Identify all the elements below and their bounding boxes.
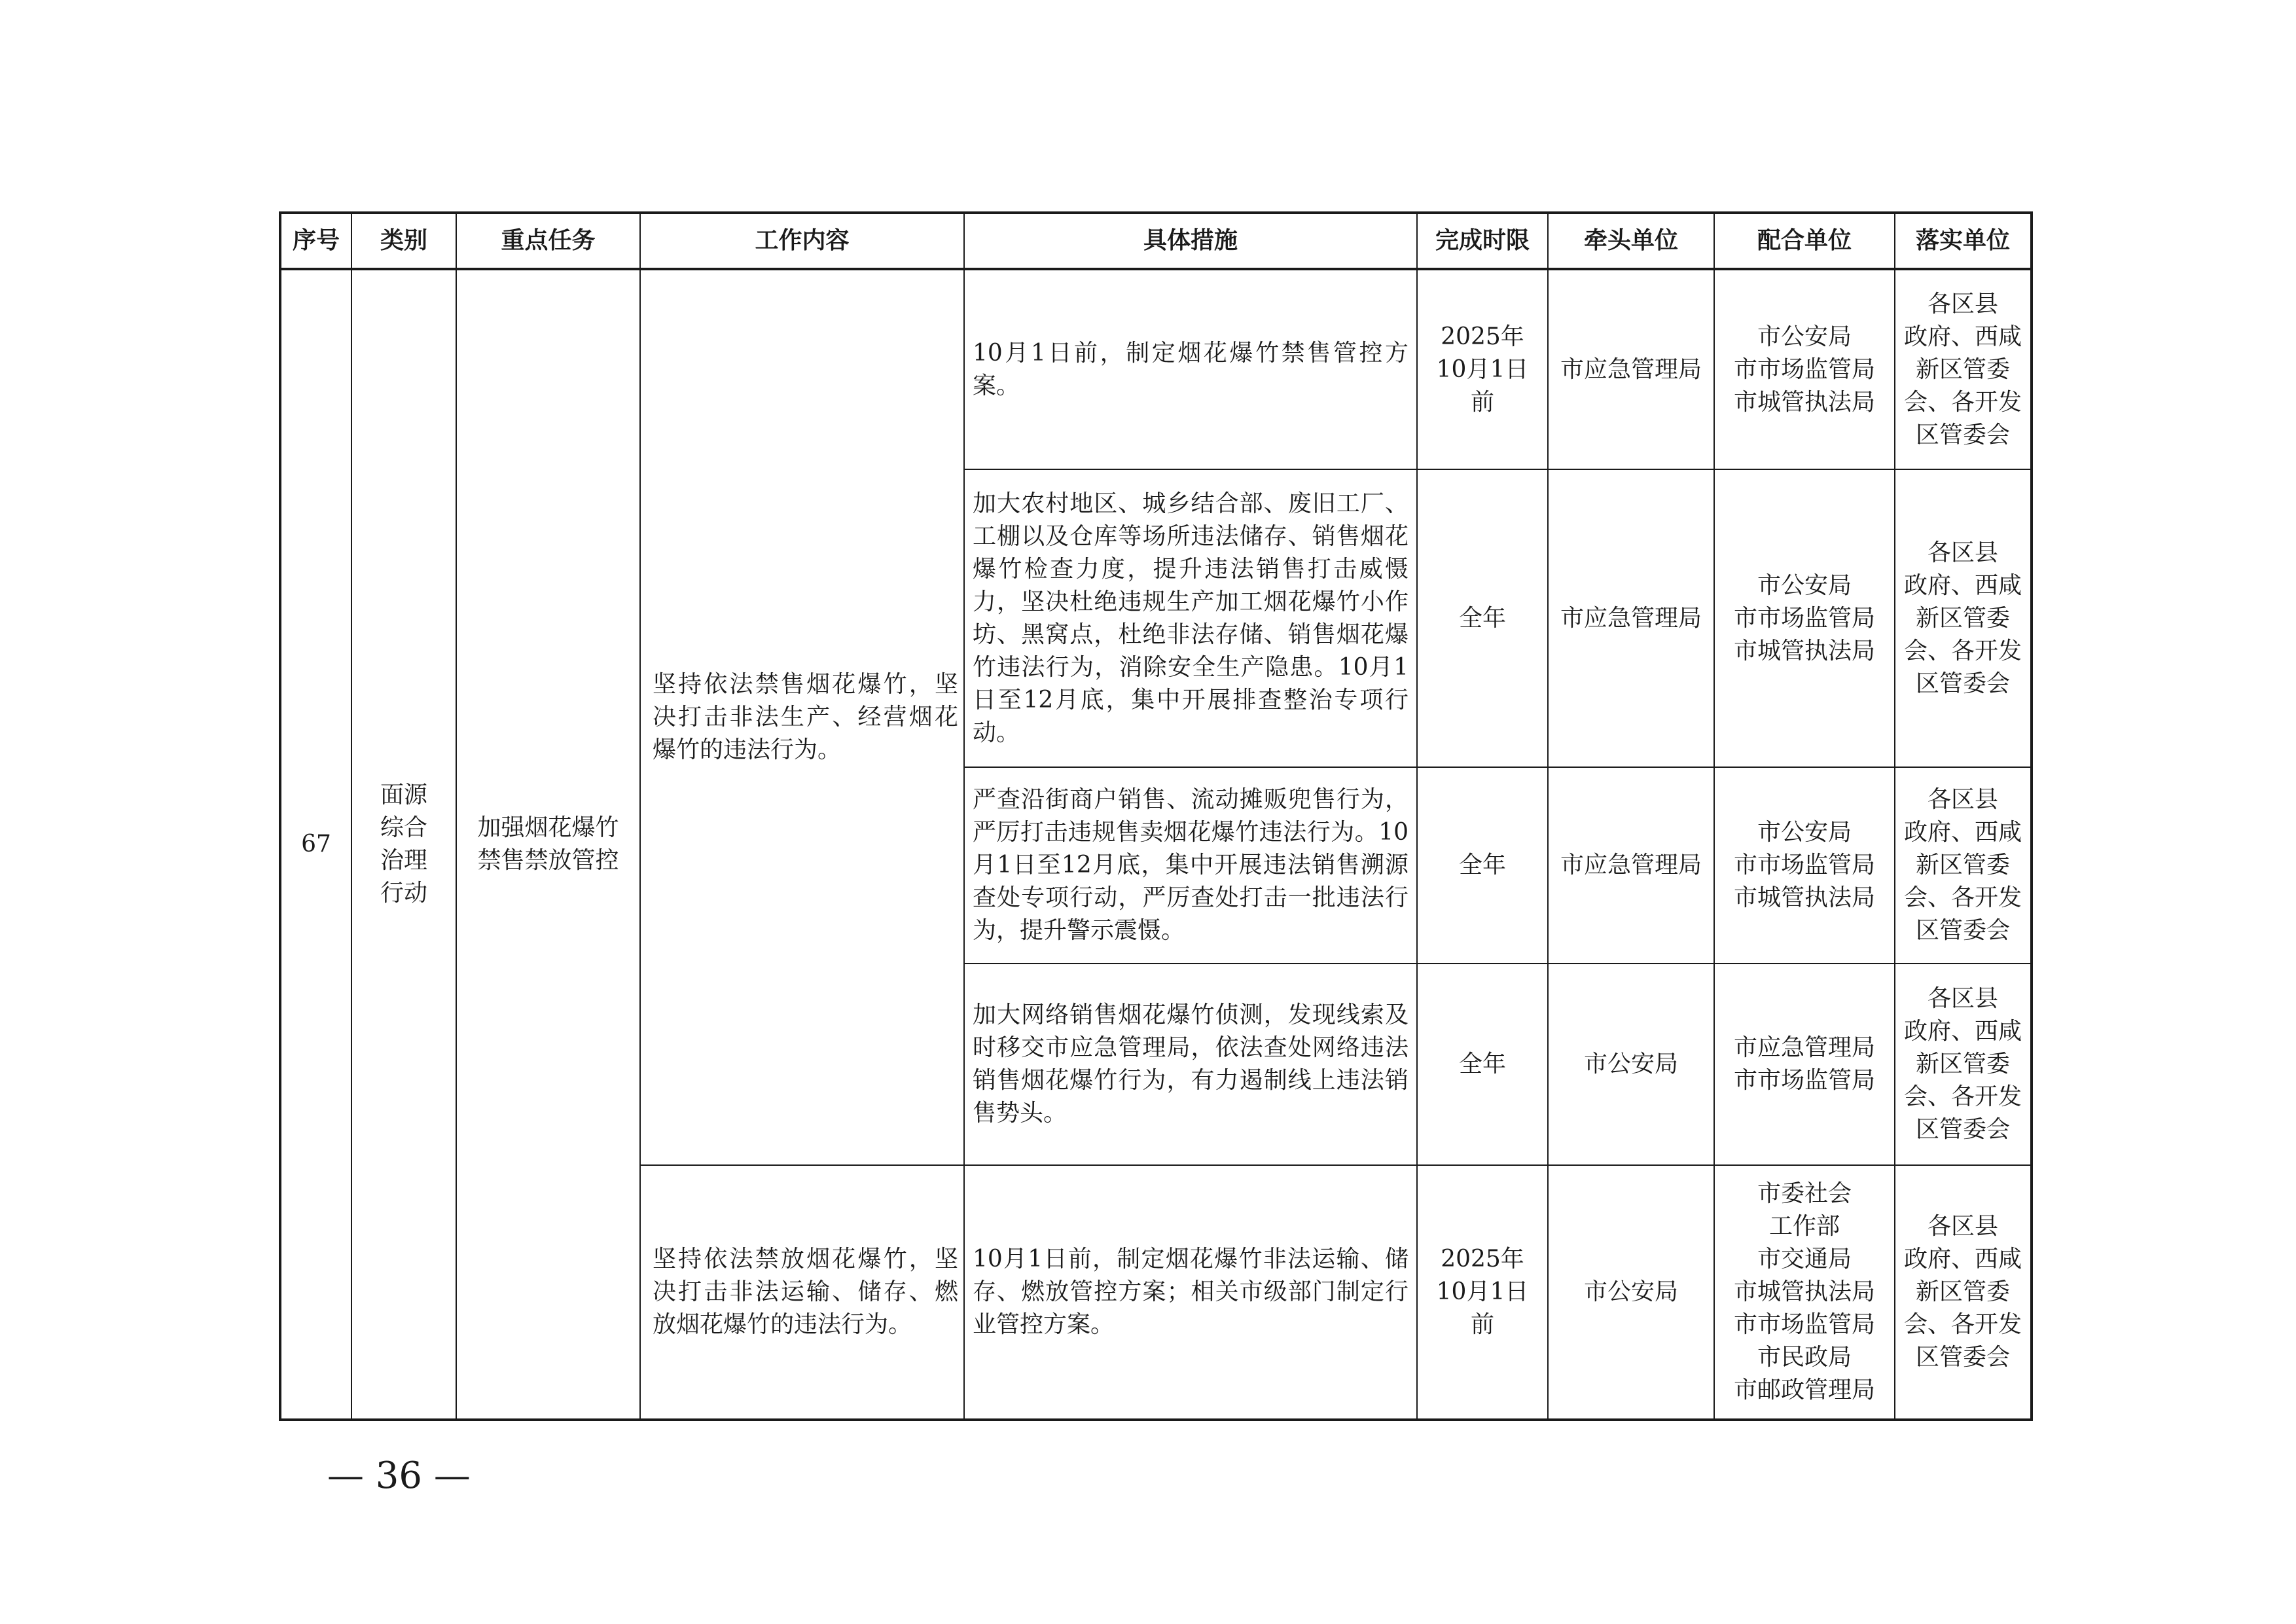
implementing-units-cell: [1895, 1165, 2032, 1420]
partner-unit: 市市场监管局: [1733, 355, 1875, 383]
partner-units-cell: [1714, 1165, 1895, 1420]
deadline-cell: [1417, 767, 1548, 964]
impl-line: 新区管委: [1915, 1051, 2010, 1077]
impl-line: 新区管委: [1915, 852, 2010, 878]
header-deadline: 完成时限: [1417, 213, 1548, 269]
partner-unit: 市民政局: [1757, 1344, 1852, 1371]
impl-line: 新区管委: [1915, 1278, 2010, 1305]
partner-unit: 市市场监管局: [1733, 1311, 1875, 1338]
impl-line: 会、各开发: [1903, 637, 2022, 664]
impl-line: 区管委会: [1915, 421, 2010, 448]
work-content-cell: 坚持依法禁放烟花爆竹，坚决打击非法运输、储存、燃放烟花爆竹的违法行为。: [640, 1165, 964, 1420]
partner-unit: 市城管执法局: [1733, 1278, 1875, 1305]
deadline-line: 2025年: [1441, 323, 1524, 350]
impl-line: 区管委会: [1915, 670, 2010, 697]
partner-unit: 市交通局: [1757, 1246, 1852, 1272]
implementing-units-cell: [1895, 269, 2032, 469]
impl-line: 政府、西咸: [1903, 819, 2022, 846]
category-cell: 面源综合治理行动: [351, 269, 456, 1420]
deadline-line: 10月1日: [1436, 355, 1529, 383]
impl-line: 各区县: [1927, 539, 1998, 566]
impl-line: 会、各开发: [1903, 884, 2022, 911]
header-number: 序号: [280, 213, 351, 269]
partner-unit: 市市场监管局: [1733, 852, 1875, 878]
header-lead-unit: 牵头单位: [1548, 213, 1714, 269]
impl-line: 政府、西咸: [1903, 323, 2022, 350]
impl-line: 区管委会: [1915, 917, 2010, 944]
partner-units-cell: [1714, 767, 1895, 964]
partner-unit: 市公安局: [1757, 819, 1852, 846]
partner-unit: 市委社会: [1757, 1180, 1852, 1207]
header-work-content: 工作内容: [640, 213, 964, 269]
header-partner-units: 配合单位: [1714, 213, 1895, 269]
impl-line: 区管委会: [1915, 1344, 2010, 1371]
lead-unit-cell: 市公安局: [1548, 964, 1714, 1165]
deadline-line: 前: [1470, 1311, 1494, 1338]
lead-unit-cell: 市应急管理局: [1548, 269, 1714, 469]
table-header-row: [280, 213, 2032, 269]
implementing-units-cell: [1895, 469, 2032, 767]
deadline-line: 10月1日: [1436, 1278, 1529, 1305]
impl-line: 政府、西咸: [1903, 1246, 2022, 1272]
lead-unit-cell: 市应急管理局: [1548, 767, 1714, 964]
partner-unit: 市城管执法局: [1733, 637, 1875, 664]
partner-unit: 市公安局: [1757, 323, 1852, 350]
header-measures: 具体措施: [964, 213, 1417, 269]
partner-unit: 市公安局: [1757, 571, 1852, 599]
impl-line: 各区县: [1927, 1213, 1998, 1240]
measures-table: [279, 211, 2033, 1421]
deadline-cell: [1417, 469, 1548, 767]
deadline-cell: [1417, 964, 1548, 1165]
partner-unit: 市市场监管局: [1733, 604, 1875, 632]
partner-unit: 市市场监管局: [1733, 1067, 1875, 1094]
partner-unit: 市应急管理局: [1733, 1034, 1875, 1061]
measure-cell: 10月1日前，制定烟花爆竹禁售管控方案。: [964, 269, 1417, 469]
measure-cell: 严查沿街商户销售、流动摊贩兜售行为，严厉打击违规售卖烟花爆竹违法行为。10月1日至12月底，集中开展违法销售溯源查处专项行动，严厉查处打击一批违法行为，提升警示震慑。: [964, 767, 1417, 964]
partner-units-cell: [1714, 964, 1895, 1165]
header-category: 类别: [351, 213, 456, 269]
impl-line: 各区县: [1927, 290, 1998, 317]
measure-cell: 加大网络销售烟花爆竹侦测，发现线索及时移交市应急管理局，依法查处网络违法销售烟花爆竹行为，有力遏制线上违法销售势头。: [964, 964, 1417, 1165]
deadline-cell: [1417, 1165, 1548, 1420]
partner-units-cell: [1714, 269, 1895, 469]
page-number: — 36 —: [327, 1454, 471, 1497]
impl-line: 政府、西咸: [1903, 1018, 2022, 1045]
deadline-line: 全年: [1458, 852, 1506, 878]
impl-line: 新区管委: [1915, 604, 2010, 632]
implementing-units-cell: [1895, 767, 2032, 964]
partner-unit: 工作部: [1768, 1213, 1840, 1240]
deadline-line: 前: [1470, 388, 1494, 416]
partner-units-cell: [1714, 469, 1895, 767]
impl-line: 新区管委: [1915, 355, 2010, 383]
table-row: [280, 269, 2032, 469]
deadline-line: 全年: [1458, 1051, 1506, 1077]
impl-line: 会、各开发: [1903, 1311, 2022, 1338]
deadline-line: 全年: [1458, 604, 1506, 632]
deadline-cell: [1417, 269, 1548, 469]
row-number-cell: 67: [280, 269, 351, 1420]
header-implementing-units: 落实单位: [1895, 213, 2032, 269]
partner-unit: 市城管执法局: [1733, 388, 1875, 416]
work-content-cell: 坚持依法禁售烟花爆竹，坚决打击非法生产、经营烟花爆竹的违法行为。: [640, 269, 964, 1165]
partner-unit: 市邮政管理局: [1733, 1377, 1875, 1403]
impl-line: 会、各开发: [1903, 388, 2022, 416]
impl-line: 政府、西咸: [1903, 571, 2022, 599]
implementing-units-cell: [1895, 964, 2032, 1165]
deadline-line: 2025年: [1441, 1246, 1524, 1272]
impl-line: 会、各开发: [1903, 1083, 2022, 1110]
impl-line: 各区县: [1927, 786, 1998, 813]
impl-line: 各区县: [1927, 985, 1998, 1012]
lead-unit-cell: 市公安局: [1548, 1165, 1714, 1420]
partner-unit: 市城管执法局: [1733, 884, 1875, 911]
header-key-task: 重点任务: [456, 213, 640, 269]
measure-cell: 加大农村地区、城乡结合部、废旧工厂、工棚以及仓库等场所违法储存、销售烟花爆竹检查力度，提升违法销售打击威慑力，坚决杜绝违规生产加工烟花爆竹小作坊、黑窝点，杜绝非法存储、销售烟花爆竹违法行为，消除安全生产隐患。10月1日至12月底，集中开展排查整治专项行动。: [964, 469, 1417, 767]
lead-unit-cell: 市应急管理局: [1548, 469, 1714, 767]
key-task-cell: 加强烟花爆竹禁售禁放管控: [456, 269, 640, 1420]
measure-cell: 10月1日前，制定烟花爆竹非法运输、储存、燃放管控方案；相关市级部门制定行业管控方案。: [964, 1165, 1417, 1420]
impl-line: 区管委会: [1915, 1116, 2010, 1143]
